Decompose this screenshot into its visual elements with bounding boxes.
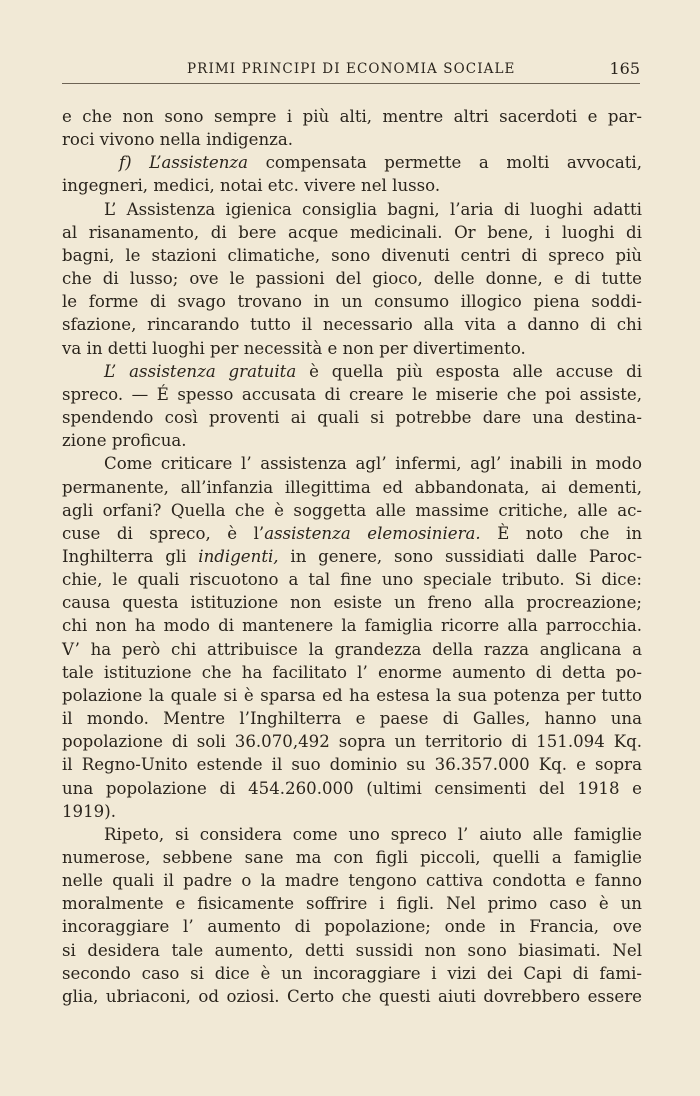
text-line: bagni, le stazioni climatiche, sono divenuti centri di spreco più — [62, 245, 642, 265]
text-run: compensata permette a molti avvocati, — [248, 153, 642, 173]
text-line: sfazione, rincarando tutto il necessario alla vita a danno di chi — [62, 315, 642, 335]
italic-term: assistenza elemosiniera. — [264, 523, 481, 543]
text-line: al risanamento, di bere acque medicinali. Or bene, i luoghi di — [62, 222, 642, 242]
text-line: popolazione di soli 36.070,492 sopra un territorio di 151.094 Kq. — [62, 732, 642, 752]
text-line: ingegneri, medici, notai etc. vivere nel lusso. — [62, 176, 441, 196]
text-line: spreco. — É spesso accusata di creare le miserie che poi assiste, — [62, 384, 642, 404]
text-run: in genere, sono sussidiati dalle Paroc- — [278, 546, 642, 566]
text-line: chie, le quali riscuotono a tal fine uno speciale tributo. Si dice: — [62, 570, 642, 590]
text-line: agli orfani? Quella che è soggetta alle massime critiche, alle ac- — [62, 500, 642, 520]
running-header — [62, 58, 640, 84]
text-line: si desidera tale aumento, detti sussidi non sono biasimati. Nel — [62, 940, 642, 960]
text-line: Come criticare l’ assistenza agl’ infermi, agl’ inabili in modo — [104, 454, 642, 474]
italic-term: indigenti, — [198, 546, 279, 566]
text-run: cuse di spreco, è l’ — [62, 523, 265, 543]
text-line — [62, 522, 642, 545]
text-line: roci vivono nella indigenza. — [62, 130, 294, 150]
text-line: polazione la quale si è sparsa ed ha estesa la sua potenza per tutto — [62, 685, 642, 705]
italic-term: f) L’assistenza — [119, 153, 249, 173]
running-title: PRIMI PRINCIPI DI ECONOMIA SOCIALE — [187, 61, 516, 77]
header-rule — [62, 83, 640, 84]
text-line: tale istituzione che ha facilitato l’ enorme aumento di detta po- — [62, 662, 642, 682]
text-line: numerose, sebbene sane ma con figli piccoli, quelli a famiglie — [62, 848, 642, 867]
text-line: e che non sono sempre i più alti, mentre altri sacerdoti e par- — [62, 107, 642, 126]
text-line: spendendo così proventi ai quali si potrebbe dare una destina- — [62, 408, 642, 428]
text-line: una popolazione di 454.260.000 (ultimi censimenti del 1918 e 1919). — [62, 778, 642, 821]
text-run: È noto che in — [480, 523, 643, 543]
text-line: incoraggiare l’ aumento di popolazione; onde in Francia, ove — [62, 917, 642, 937]
text-line: causa questa istituzione non esiste un freno alla procreazione; — [62, 593, 642, 613]
text-line: V’ ha però chi attribuisce la grandezza della razza anglicana a — [62, 639, 642, 659]
body-text — [62, 105, 642, 1008]
text-line: nelle quali il padre o la madre tengono cattiva condotta e fanno — [62, 871, 642, 891]
text-line: L’ Assistenza igienica consiglia bagni, l’aria di luoghi adatti — [104, 199, 642, 219]
text-line — [62, 360, 642, 383]
text-line: glia, ubriaconi, od oziosi. Certo che questi aiuti dovrebbero essere — [62, 986, 642, 1006]
page-number: 165 — [609, 59, 640, 78]
text-line: che di lusso; ove le passioni del gioco, delle donne, e di tutte — [62, 269, 642, 289]
text-line — [62, 151, 642, 174]
text-run: Inghilterra gli — [62, 546, 199, 566]
text-line: secondo caso si dice è un incoraggiare i vizi dei Capi di fami- — [62, 963, 642, 983]
text-run: è quella più esposta alle accuse di — [296, 361, 643, 381]
text-line — [62, 545, 642, 568]
text-line: zione proficua. — [62, 431, 187, 451]
text-line: chi non ha modo di mantenere la famiglia ricorre alla parrocchia. — [62, 616, 642, 636]
text-line: il Regno-Unito estende il suo dominio su 36.357.000 Kq. e sopra — [62, 755, 642, 775]
text-line: permanente, all’infanzia illegittima ed abbandonata, ai dementi, — [62, 477, 642, 497]
text-line: le forme di svago trovano in un consumo illogico piena soddi- — [62, 292, 642, 312]
text-line: Ripeto, si considera come uno spreco l’ aiuto alle famiglie — [104, 824, 642, 844]
text-line: il mondo. Mentre l’Inghilterra e paese di Galles, hanno una — [62, 709, 642, 729]
italic-term: L’ assistenza gratuita — [104, 361, 297, 381]
text-line: va in detti luoghi per necessità e non per divertimento. — [62, 338, 526, 358]
text-line: moralmente e fisicamente soffrire i figli. Nel primo caso è un — [62, 894, 642, 914]
